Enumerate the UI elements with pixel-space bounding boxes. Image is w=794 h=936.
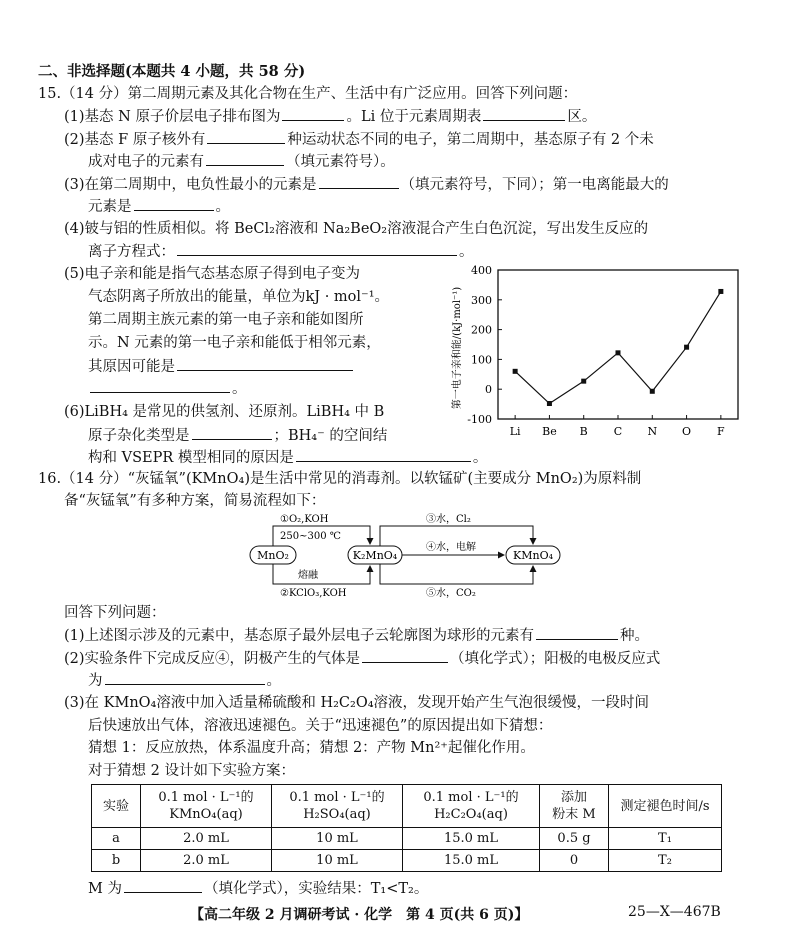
q15-p2-text2: 种运动状态不同的电子，第二周期中，基态原子有 2 个未 (287, 132, 654, 148)
step1-temp: 250~300 ℃ (280, 531, 341, 542)
q15-p5-text2: 。 (232, 381, 247, 397)
table-header-text: KMnO₄(aq) (169, 807, 243, 822)
q15-part5-l3: 第二周期主族元素的第一电子亲和能如图所 (88, 312, 364, 328)
answer-blank[interactable] (282, 106, 344, 121)
table-cell: a (92, 828, 141, 850)
q15-p6-text4: 。 (472, 450, 488, 466)
answer-blank[interactable] (177, 241, 457, 256)
q16-p4-text: M 为 (88, 881, 122, 897)
q15-p6-text2: ；BH₄⁻ 的空间结 (273, 428, 388, 444)
table-cell: 0.5 g (540, 828, 609, 850)
chart-ylabel: 第一电子亲和能/(kJ·mol⁻¹) (452, 286, 463, 410)
q16-part4 (88, 878, 428, 899)
step1-label: ①O₂,KOH (280, 514, 329, 525)
q15-p6-text: 原子杂化类型是 (88, 428, 190, 444)
q15-p1-text: (1)基态 N 原子价层电子排布图为 (64, 109, 281, 125)
table-cell: 15.0 mL (403, 850, 540, 872)
table-header-text: 粉末 M (552, 807, 596, 822)
answer-blank[interactable] (362, 648, 448, 663)
chart-point-li (513, 369, 518, 374)
chart-xtick-label: C (613, 425, 623, 438)
chart-ytick-label: 0 (485, 383, 492, 397)
q15-part5-l6 (88, 378, 247, 399)
q16-p1-text: (1)上述图示涉及的元素中，基态原子最外层电子云轮廓图为球形的元素有 (64, 628, 535, 644)
experiment-table (91, 784, 722, 872)
k2mno4-label: K₂MnO₄ (352, 549, 398, 562)
q16-p4-text2: （填化学式），实验结果：T₁<T₂。 (203, 881, 429, 897)
answer-blank[interactable] (124, 878, 202, 893)
q15-part5-l2: 气态阴离子所放出的能量，单位为kJ · mol⁻¹。 (88, 289, 390, 305)
table-row (92, 850, 722, 872)
q15-p2-text: (2)基态 F 原子核外有 (64, 132, 206, 148)
q16-part2-cont (88, 670, 281, 691)
table-header-text: 0.1 mol · L⁻¹的 (289, 790, 385, 805)
table-cell: b (92, 850, 141, 872)
chart-point-b (581, 379, 586, 384)
step2-label-b: ②KClO₃,KOH (280, 588, 347, 598)
answer-blank[interactable] (134, 196, 214, 211)
table-header-cell: 测定褪色时间/s (609, 785, 722, 828)
chart-plot-frame (498, 270, 738, 419)
q16-stem-l1: 16.（14 分）“灰锰氧”(KMnO₄)是生活中常见的消毒剂。以软锰矿(主要成分 MnO₂)为原料制 (38, 471, 642, 487)
answer-blank[interactable] (90, 378, 230, 393)
table-cell: 10 mL (272, 850, 403, 872)
chart-xtick-label: O (682, 425, 692, 438)
chart-point-n (650, 389, 655, 394)
answer-blank[interactable] (319, 174, 399, 189)
answer-blank[interactable] (296, 447, 471, 462)
chart-point-be (547, 401, 552, 406)
answer-blank[interactable] (483, 106, 565, 121)
step3-label: ③水，Cl₂ (426, 514, 471, 525)
chart-ytick-label: 400 (471, 264, 492, 277)
chart-ytick-label: 200 (471, 323, 492, 337)
chart-xtick-label: Li (509, 425, 521, 438)
table-cell: T₂ (609, 850, 722, 872)
q16-answer-prompt: 回答下列问题： (64, 605, 166, 621)
q15-p5-text: 其原因可能是 (88, 359, 175, 375)
table-cell: T₁ (609, 828, 722, 850)
q15-p1-text3: 区。 (567, 109, 597, 125)
q15-part6-l2 (88, 425, 387, 446)
table-row (92, 828, 722, 850)
mno2-label: MnO₂ (257, 549, 289, 562)
chart-point-o (684, 345, 689, 350)
table-header-row (92, 785, 722, 828)
step2-label-a: 熔融 (298, 570, 318, 581)
step4-label: ④水，电解 (426, 542, 476, 553)
table-header-cell (141, 785, 272, 828)
table-cell: 10 mL (272, 828, 403, 850)
q15-part5-l4: 示。N 元素的第一电子亲和能低于相邻元素， (88, 335, 381, 351)
q16-part3-l3: 猜想 1：反应放热，体系温度升高；猜想 2：产物 Mn²⁺起催化作用。 (88, 740, 535, 756)
table-header-text: H₂C₂O₄(aq) (434, 807, 508, 822)
q15-part1 (64, 106, 596, 127)
q16-part3-l1: (3)在 KMnO₄溶液中加入适量稀硫酸和 H₂C₂O₄溶液，发现开始产生气泡很缓慢，一段时间 (64, 695, 650, 711)
process-flow-diagram (240, 512, 570, 598)
step2-arrow (273, 564, 370, 584)
chart-point-c (616, 350, 621, 355)
q15-part6-l1: (6)LiBH₄ 是常见的供氢剂、还原剂。LiBH₄ 中 B (64, 404, 385, 420)
chart-series-line (515, 291, 721, 403)
q15-p6-text3: 构和 VSEPR 模型相同的原因是 (88, 450, 294, 466)
q15-p4-text: 离子方程式： (88, 244, 175, 260)
answer-blank[interactable] (206, 151, 284, 166)
table-header-text: 0.1 mol · L⁻¹的 (158, 790, 254, 805)
q16-p1-text2: 种。 (620, 628, 650, 644)
electron-affinity-chart (446, 258, 746, 444)
step5-label: ⑤水，CO₂ (426, 588, 476, 598)
table-header-text: 添加 (560, 790, 587, 805)
chart-ytick-label: -100 (467, 413, 492, 426)
table-cell: 2.0 mL (141, 828, 272, 850)
q15-p3-text: (3)在第二周期中，电负性最小的元素是 (64, 177, 317, 193)
q15-p3-text3: 元素是 (88, 199, 132, 215)
answer-blank[interactable] (177, 356, 353, 371)
step5-arrow (380, 564, 533, 584)
q15-p3-text2: （填元素符号，下同）；第一电离能最大的 (400, 177, 669, 193)
answer-blank[interactable] (105, 670, 265, 685)
q15-part4: (4)铍与铝的性质相似。将 BeCl₂溶液和 Na₂BeO₂溶液混合产生白色沉淀，写出发生反应的 (64, 221, 649, 237)
chart-xtick-label: N (647, 425, 658, 438)
q16-part1 (64, 625, 649, 646)
q15-p3-text4: 。 (215, 199, 230, 215)
q15-p1-text2: 。Li 位于元素周期表 (346, 109, 482, 125)
table-cell: 0 (540, 850, 609, 872)
q15-part3-cont (88, 196, 230, 217)
q15-p2-text3: 成对电子的元素有 (88, 154, 204, 170)
q15-part2 (64, 129, 654, 150)
chart-xtick-label: Be (542, 425, 557, 438)
table-header-text: H₂SO₄(aq) (303, 807, 371, 822)
section-title: 二、非选择题(本题共 4 小题，共 58 分) (38, 63, 306, 80)
q15-part3 (64, 174, 669, 195)
chart-point-f (718, 289, 723, 294)
q16-part3-l2: 后快速放出气体，溶液迅速褪色。关于“迅速褪色”的原因提出如下猜想： (88, 718, 553, 734)
q15-part5-l1: (5)电子亲和能是指气态基态原子得到电子变为 (64, 266, 361, 282)
q16-part3-l4: 对于猜想 2 设计如下实验方案： (88, 763, 295, 779)
chart-ytick-label: 100 (471, 353, 492, 367)
page-footer-code: 25—X—467B (628, 904, 721, 920)
q15-part4-cont (88, 241, 474, 262)
q16-stem-l2: 备“灰锰氧”有多种方案，简易流程如下： (64, 493, 326, 509)
chart-xtick-label: B (579, 425, 588, 438)
q15-part6-l3 (88, 447, 487, 468)
q15-part5-l5 (88, 356, 355, 377)
table-cell: 15.0 mL (403, 828, 540, 850)
q16-part2 (64, 648, 660, 669)
table-header-cell: 实验 (92, 785, 141, 828)
answer-blank[interactable] (192, 425, 272, 440)
kmno4-label: KMnO₄ (513, 549, 553, 562)
table-cell: 2.0 mL (141, 850, 272, 872)
table-header-cell (540, 785, 609, 828)
table-header-cell (403, 785, 540, 828)
q15-p2-text4: （填元素符号）。 (286, 154, 395, 170)
table-header-text: 0.1 mol · L⁻¹的 (423, 790, 519, 805)
q16-p2-text: (2)实验条件下完成反应④，阴极产生的气体是 (64, 651, 361, 667)
q16-p2-text3: 为 (88, 673, 103, 689)
table-header-cell (272, 785, 403, 828)
chart-ytick-label: 300 (471, 293, 492, 307)
q15-p4-text2: 。 (459, 244, 474, 260)
q15-part2-cont (88, 151, 395, 172)
q16-p2-text4: 。 (266, 673, 281, 689)
q16-p2-text2: （填化学式）；阳极的电极反应式 (450, 651, 661, 667)
chart-xtick-label: F (717, 425, 725, 438)
q15-stem: 15.（14 分）第二周期元素及其化合物在生产、生活中有广泛应用。回答下列问题： (38, 86, 578, 102)
answer-blank[interactable] (536, 625, 618, 640)
page-footer-title: 【高二年级 2 月调研考试 · 化学 第 4 页(共 6 页)】 (190, 907, 529, 923)
answer-blank[interactable] (207, 129, 285, 144)
